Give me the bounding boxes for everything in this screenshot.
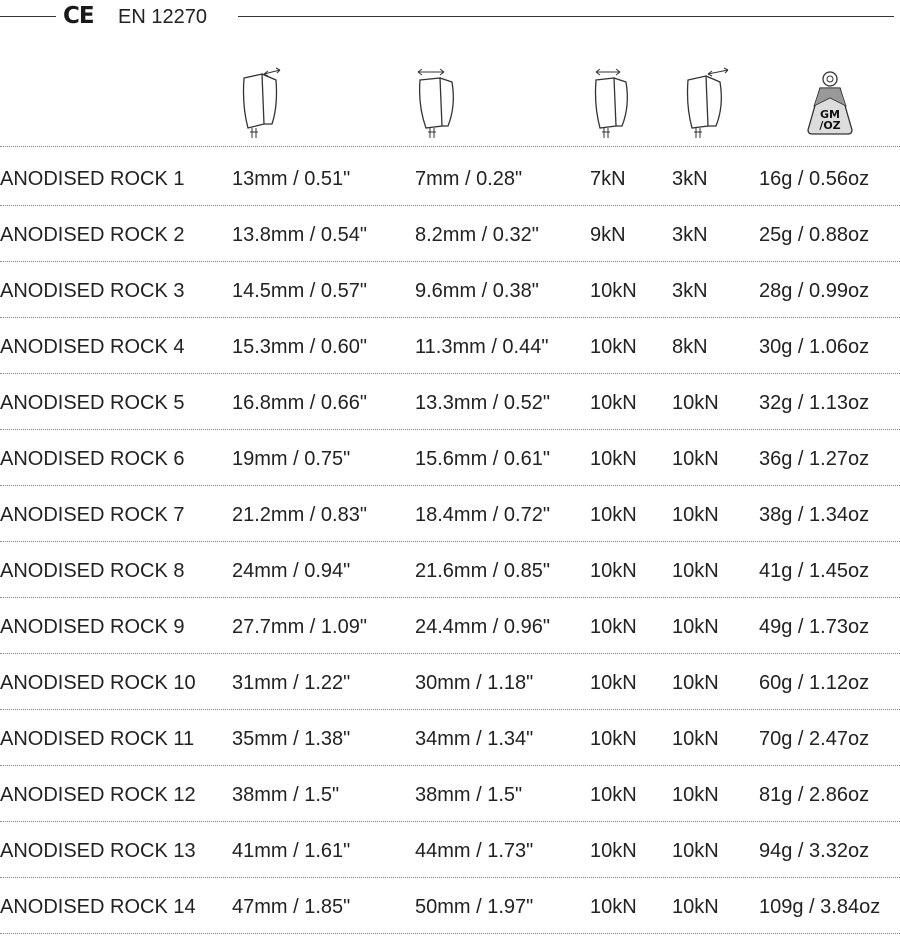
strength-b-cell: 10kN (672, 448, 719, 470)
strength-b-cell: 10kN (672, 672, 719, 694)
weight-cell: 60g / 1.12oz (759, 672, 870, 694)
range-max-cell: 50mm / 1.97" (415, 896, 534, 918)
strength-b-cell: 10kN (672, 504, 719, 526)
range-max-cell: 24.4mm / 0.96" (415, 616, 550, 638)
range-max-cell: 21.6mm / 0.85" (415, 560, 550, 582)
strength-b-cell: 10kN (672, 840, 719, 862)
product-name-cell: ANODISED ROCK 12 (0, 784, 196, 806)
weight-cell: 30g / 1.06oz (759, 336, 870, 358)
table-row (0, 206, 900, 262)
table-row (0, 542, 900, 598)
product-name-cell: ANODISED ROCK 2 (0, 224, 185, 246)
range-max-cell: 9.6mm / 0.38" (415, 280, 539, 302)
range-max-cell: 44mm / 1.73" (415, 840, 534, 862)
weight-cell: 49g / 1.73oz (759, 616, 870, 638)
range-min-cell: 19mm / 0.75" (232, 448, 351, 470)
strength-a-cell: 10kN (590, 728, 637, 750)
standard-label: EN 12270 (118, 6, 207, 28)
weight-cell: 109g / 3.84oz (759, 896, 881, 918)
range-min-cell: 24mm / 0.94" (232, 560, 351, 582)
strength-a-cell: 10kN (590, 504, 637, 526)
ce-mark: CE (63, 3, 94, 29)
table-row (0, 878, 900, 934)
table-row (0, 374, 900, 430)
nut-strength-side-icon (590, 66, 638, 140)
range-max-cell: 13.3mm / 0.52" (415, 392, 550, 414)
table-row (0, 318, 900, 374)
range-max-cell: 38mm / 1.5" (415, 784, 523, 806)
column-icon-header (0, 60, 900, 147)
table-row (0, 430, 900, 486)
range-min-cell: 13.8mm / 0.54" (232, 224, 367, 246)
weight-icon-top-label: GM (820, 108, 840, 121)
strength-b-cell: 8kN (672, 336, 708, 358)
strength-a-cell: 10kN (590, 616, 637, 638)
strength-a-cell: 7kN (590, 168, 626, 190)
strength-b-cell: 10kN (672, 784, 719, 806)
strength-a-cell: 10kN (590, 672, 637, 694)
range-min-cell: 47mm / 1.85" (232, 896, 351, 918)
product-name-cell: ANODISED ROCK 14 (0, 896, 196, 918)
weight-cell: 25g / 0.88oz (759, 224, 870, 246)
weight-cell: 28g / 0.99oz (759, 280, 870, 302)
strength-b-cell: 10kN (672, 560, 719, 582)
range-min-cell: 13mm / 0.51" (232, 168, 351, 190)
table-row (0, 150, 900, 206)
strength-b-cell: 3kN (672, 224, 708, 246)
strength-a-cell: 10kN (590, 392, 637, 414)
range-max-cell: 30mm / 1.18" (415, 672, 534, 694)
table-row (0, 710, 900, 766)
weight-cell: 32g / 1.13oz (759, 392, 870, 414)
product-name-cell: ANODISED ROCK 9 (0, 616, 185, 638)
product-name-cell: ANODISED ROCK 11 (0, 728, 195, 750)
table-row (0, 766, 900, 822)
table-row (0, 598, 900, 654)
product-name-cell: ANODISED ROCK 10 (0, 672, 196, 694)
product-name-cell: ANODISED ROCK 8 (0, 560, 185, 582)
strength-b-cell: 10kN (672, 392, 719, 414)
weight-cell: 94g / 3.32oz (759, 840, 870, 862)
strength-b-cell: 3kN (672, 280, 708, 302)
strength-a-cell: 10kN (590, 896, 637, 918)
strength-a-cell: 9kN (590, 224, 626, 246)
strength-a-cell: 10kN (590, 840, 637, 862)
strength-a-cell: 10kN (590, 448, 637, 470)
header-rule-right (238, 16, 894, 17)
product-name-cell: ANODISED ROCK 13 (0, 840, 196, 862)
strength-a-cell: 10kN (590, 280, 637, 302)
strength-a-cell: 10kN (590, 560, 637, 582)
product-name-cell: ANODISED ROCK 4 (0, 336, 185, 358)
range-max-cell: 11.3mm / 0.44" (415, 336, 549, 358)
weight-cell: 38g / 1.34oz (759, 504, 870, 526)
range-max-cell: 8.2mm / 0.32" (415, 224, 539, 246)
product-name-cell: ANODISED ROCK 1 (0, 168, 185, 190)
range-min-cell: 38mm / 1.5" (232, 784, 340, 806)
range-max-cell: 18.4mm / 0.72" (415, 504, 550, 526)
range-max-cell: 7mm / 0.28" (415, 168, 523, 190)
nut-strength-narrow-icon (682, 66, 732, 140)
weight-cell: 81g / 2.86oz (759, 784, 870, 806)
range-min-cell: 14.5mm / 0.57" (232, 280, 367, 302)
range-max-cell: 34mm / 1.34" (415, 728, 534, 750)
strength-b-cell: 10kN (672, 896, 719, 918)
range-min-cell: 27.7mm / 1.09" (232, 616, 367, 638)
weight-icon-bottom-label: /OZ (819, 119, 841, 132)
strength-b-cell: 3kN (672, 168, 708, 190)
range-min-cell: 15.3mm / 0.60" (232, 336, 367, 358)
range-min-cell: 16.8mm / 0.66" (232, 392, 367, 414)
weight-cell: 36g / 1.27oz (759, 448, 870, 470)
product-name-cell: ANODISED ROCK 7 (0, 504, 185, 526)
range-min-cell: 31mm / 1.22" (232, 672, 351, 694)
table-row (0, 486, 900, 542)
header-rule-left (0, 16, 56, 17)
strength-b-cell: 10kN (672, 728, 719, 750)
table-row (0, 822, 900, 878)
nut-width-narrow-icon (238, 66, 286, 140)
range-min-cell: 21.2mm / 0.83" (232, 504, 367, 526)
product-name-cell: ANODISED ROCK 5 (0, 392, 185, 414)
table-row (0, 654, 900, 710)
nut-width-wide-icon (414, 66, 462, 140)
certification-header (0, 0, 900, 36)
strength-b-cell: 10kN (672, 616, 719, 638)
product-name-cell: ANODISED ROCK 6 (0, 448, 185, 470)
table-row (0, 262, 900, 318)
range-max-cell: 15.6mm / 0.61" (415, 448, 550, 470)
weight-cell: 16g / 0.56oz (759, 168, 870, 190)
product-name-cell: ANODISED ROCK 3 (0, 280, 185, 302)
weight-gm-oz-icon (800, 70, 860, 140)
weight-cell: 70g / 2.47oz (759, 728, 870, 750)
strength-a-cell: 10kN (590, 784, 637, 806)
weight-cell: 41g / 1.45oz (759, 560, 870, 582)
range-min-cell: 35mm / 1.38" (232, 728, 351, 750)
specifications-table (0, 150, 900, 934)
strength-a-cell: 10kN (590, 336, 637, 358)
range-min-cell: 41mm / 1.61" (232, 840, 351, 862)
